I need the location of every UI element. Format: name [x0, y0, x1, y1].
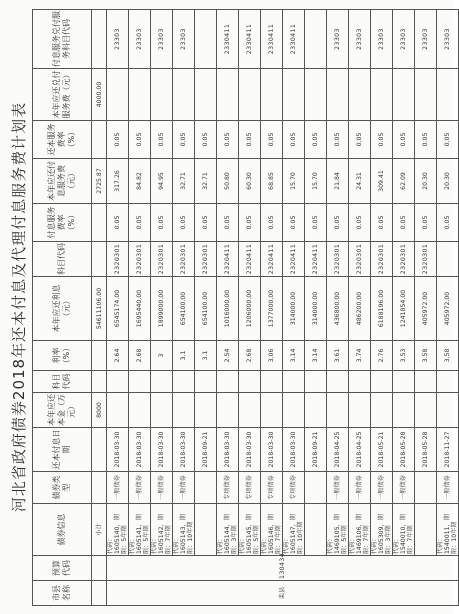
- interest-cell: 314000.00: [305, 277, 327, 341]
- repay-fee-cell: [371, 69, 393, 121]
- fee-payable-cell: 21.84: [327, 159, 349, 204]
- repay-fee-cell: [151, 69, 173, 121]
- repay-fee-rate-cell: 0.05: [195, 121, 217, 159]
- header-subject-code-2: 科目代码: [33, 242, 92, 277]
- bond-type-cell: [195, 472, 217, 504]
- subject-code-3-cell: 23303: [415, 10, 437, 69]
- principal-cell: [283, 393, 305, 428]
- subject-code-3-cell: 2330411: [217, 10, 239, 69]
- principal-cell: [239, 393, 261, 428]
- subject-code-2-cell: 2320411: [305, 242, 327, 277]
- table-row: [239, 10, 261, 606]
- subject-code-1-cell: [437, 371, 459, 393]
- bond-type-cell: 一般债券: [349, 472, 371, 504]
- header-repay-fee-rate: 还本服务费率（%）: [33, 121, 92, 159]
- subject-code-2-cell: 2320301: [349, 242, 371, 277]
- repay-date-cell: 2018-03-30: [107, 428, 129, 472]
- bond-info-cell: 代码：1605143，期限：10年期: [173, 504, 195, 556]
- fee-rate-cell: 0.05: [151, 204, 173, 242]
- subject-code-3-cell: 23303: [371, 10, 393, 69]
- repay-fee-rate-cell: 0.05: [415, 121, 437, 159]
- repay-date-cell: 2018-03-30: [283, 428, 305, 472]
- repay-date-cell: 2018-09-21: [195, 428, 217, 472]
- subtotal-code3-cell: [92, 10, 107, 69]
- page-title: 河北省政府债券2018年还本付息及代理付息服务费计划表: [10, 101, 28, 513]
- repay-fee-rate-cell: 0.05: [371, 121, 393, 159]
- rate-cell: 2.64: [107, 341, 129, 371]
- rate-cell: 3.74: [349, 341, 371, 371]
- principal-cell: [173, 393, 195, 428]
- fee-payable-cell: 15.70: [305, 159, 327, 204]
- fee-payable-cell: 32.71: [195, 159, 217, 204]
- repay-fee-cell: [173, 69, 195, 121]
- subject-code-2-cell: 2320411: [217, 242, 239, 277]
- rate-cell: 2.76: [371, 341, 393, 371]
- repay-date-cell: 2018-03-30: [129, 428, 151, 472]
- subject-code-2-cell: 2320301: [173, 242, 195, 277]
- header-principal: 本年应还本金（万元）: [33, 393, 92, 428]
- interest-cell: 1016000.00: [217, 277, 239, 341]
- rate-cell: 2.68: [239, 341, 261, 371]
- subject-code-1-cell: [415, 371, 437, 393]
- bond-info-cell: 代码：1540011，期限：10年期: [437, 504, 459, 556]
- header-bond-type: 债券类型: [33, 472, 92, 504]
- repay-date-cell: 2018-05-28: [415, 428, 437, 472]
- rate-cell: 3.06: [261, 341, 283, 371]
- interest-cell: 436800.00: [327, 277, 349, 341]
- interest-cell: 314000.00: [283, 277, 305, 341]
- subject-code-1-cell: [173, 371, 195, 393]
- repay-date-cell: 2018-11-27: [437, 428, 459, 472]
- principal-cell: [195, 393, 217, 428]
- repay-fee-cell: [393, 69, 415, 121]
- bond-info-cell: 代码：1605142，期限：7年期: [151, 504, 173, 556]
- bond-info-cell: 代码：1469106，期限：7年期: [349, 504, 371, 556]
- fee-payable-cell: 24.31: [349, 159, 371, 204]
- bond-type-cell: [305, 472, 327, 504]
- table-row: [305, 10, 327, 606]
- repay-fee-rate-cell: 0.05: [393, 121, 415, 159]
- bond-info-cell: 代码：1605146，期限：7年期: [261, 504, 283, 556]
- interest-cell: 486200.00: [349, 277, 371, 341]
- bond-type-cell: 一般债券: [437, 472, 459, 504]
- fee-payable-cell: 50.80: [217, 159, 239, 204]
- interest-cell: 654100.00: [195, 277, 217, 341]
- repay-date-cell: 2018-03-30: [261, 428, 283, 472]
- bond-info-cell: [305, 504, 327, 556]
- table-header-row: [33, 10, 92, 606]
- subject-code-2-cell: 2320301: [151, 242, 173, 277]
- fee-payable-cell: 317.26: [107, 159, 129, 204]
- bond-info-cell: 代码：1605309，期限：3年期: [371, 504, 393, 556]
- repay-fee-cell: [327, 69, 349, 121]
- bond-type-cell: 一般债券: [151, 472, 173, 504]
- subject-code-1-cell: [327, 371, 349, 393]
- fee-rate-cell: 0.05: [415, 204, 437, 242]
- repay-fee-rate-cell: 0.05: [437, 121, 459, 159]
- repay-fee-cell: [415, 69, 437, 121]
- subject-code-3-cell: [195, 10, 217, 69]
- repay-fee-rate-cell: 0.05: [151, 121, 173, 159]
- subject-code-2-cell: 2320411: [239, 242, 261, 277]
- header-interest: 本年应还利息（元）: [33, 277, 92, 341]
- subtotal-fee: 2725.87: [92, 159, 107, 204]
- subject-code-2-cell: [437, 242, 459, 277]
- subject-code-2-cell: 2320301: [371, 242, 393, 277]
- region-name-cell: 栾县: [107, 581, 459, 606]
- bond-type-cell: 专项债券: [239, 472, 261, 504]
- repay-fee-rate-cell: 0.05: [349, 121, 371, 159]
- subtotal-repayrate-cell: [92, 121, 107, 159]
- subtotal-date-cell: [92, 428, 107, 472]
- repay-fee-rate-cell: 0.05: [217, 121, 239, 159]
- interest-cell: 1695440.00: [129, 277, 151, 341]
- bond-type-cell: [415, 472, 437, 504]
- bond-type-cell: 一般债券: [173, 472, 195, 504]
- table-row: [393, 10, 415, 606]
- principal-cell: [305, 393, 327, 428]
- subtotal-feerate-cell: [92, 204, 107, 242]
- repay-fee-rate-cell: 0.05: [283, 121, 305, 159]
- subtotal-label: 小计: [92, 504, 107, 556]
- fee-rate-cell: 0.05: [129, 204, 151, 242]
- table-row: [151, 10, 173, 606]
- repay-fee-rate-cell: 0.05: [261, 121, 283, 159]
- subject-code-2-cell: 2320301: [107, 242, 129, 277]
- principal-cell: [415, 393, 437, 428]
- subtotal-code2-cell: [92, 242, 107, 277]
- repay-fee-cell: [217, 69, 239, 121]
- interest-cell: 405972.00: [437, 277, 459, 341]
- subtotal-principal: 8000: [92, 393, 107, 428]
- subject-code-3-cell: 23303: [437, 10, 459, 69]
- rate-cell: 3.1: [195, 341, 217, 371]
- bond-info-cell: 代码：1605144，期限：3年期: [217, 504, 239, 556]
- subject-code-1-cell: [239, 371, 261, 393]
- table-row: [283, 10, 305, 606]
- bond-info-cell: 代码：1605147，期限：10年期: [283, 504, 305, 556]
- subject-code-3-cell: [305, 10, 327, 69]
- fee-rate-cell: 0.05: [305, 204, 327, 242]
- subject-code-1-cell: [305, 371, 327, 393]
- rate-cell: 3.14: [283, 341, 305, 371]
- subject-code-1-cell: [195, 371, 217, 393]
- subject-code-1-cell: [107, 371, 129, 393]
- subject-code-3-cell: 23303: [349, 10, 371, 69]
- bond-info-cell: 代码：1605145，期限：5年期: [239, 504, 261, 556]
- repay-date-cell: 2018-03-30: [217, 428, 239, 472]
- fee-payable-cell: 62.09: [393, 159, 415, 204]
- table-row: [261, 10, 283, 606]
- bond-type-cell: 一般债券: [107, 472, 129, 504]
- subject-code-3-cell: 23303: [151, 10, 173, 69]
- header-fee-rate: 付息服务费率（%）: [33, 204, 92, 242]
- repay-fee-cell: [239, 69, 261, 121]
- principal-cell: [129, 393, 151, 428]
- repay-fee-rate-cell: 0.05: [305, 121, 327, 159]
- subtotal-type-cell: [92, 472, 107, 504]
- fee-rate-cell: 0.05: [107, 204, 129, 242]
- header-region-name: 市县名称: [33, 581, 92, 606]
- repay-date-cell: 2018-04-25: [327, 428, 349, 472]
- subject-code-1-cell: [371, 371, 393, 393]
- rate-cell: 3.61: [327, 341, 349, 371]
- rate-cell: 3.53: [393, 341, 415, 371]
- rate-cell: 3.58: [437, 341, 459, 371]
- subject-code-1-cell: [151, 371, 173, 393]
- repay-date-cell: 2018-05-21: [371, 428, 393, 472]
- fee-rate-cell: 0.05: [349, 204, 371, 242]
- bond-type-cell: 专项债券: [217, 472, 239, 504]
- bond-info-cell: 代码：1540010，期限：7年期: [393, 504, 415, 556]
- table-row: [173, 10, 195, 606]
- table-row: [129, 10, 151, 606]
- repayment-table: [32, 9, 459, 606]
- fee-payable-cell: 20.30: [437, 159, 459, 204]
- subject-code-2-cell: 2320301: [415, 242, 437, 277]
- subject-code-3-cell: 2330411: [261, 10, 283, 69]
- repay-fee-rate-cell: 0.05: [129, 121, 151, 159]
- repay-date-cell: 2018-05-28: [393, 428, 415, 472]
- fee-rate-cell: 0.05: [173, 204, 195, 242]
- table-row: [349, 10, 371, 606]
- fee-payable-cell: 68.85: [261, 159, 283, 204]
- fee-payable-cell: 84.82: [129, 159, 151, 204]
- fee-rate-cell: 0.05: [195, 204, 217, 242]
- bond-type-cell: 专项债券: [283, 472, 305, 504]
- fee-payable-cell: 20.30: [415, 159, 437, 204]
- repay-fee-cell: [283, 69, 305, 121]
- subject-code-2-cell: 2320301: [327, 242, 349, 277]
- fee-rate-cell: 0.05: [261, 204, 283, 242]
- principal-cell: [217, 393, 239, 428]
- bond-type-cell: 一般债券: [327, 472, 349, 504]
- table-row: [327, 10, 349, 606]
- principal-cell: [393, 393, 415, 428]
- subject-code-3-cell: 23303: [327, 10, 349, 69]
- repay-fee-cell: [349, 69, 371, 121]
- subject-code-1-cell: [217, 371, 239, 393]
- repay-date-cell: 2018-03-30: [151, 428, 173, 472]
- subject-code-2-cell: 2320301: [129, 242, 151, 277]
- subtotal-rate-cell: [92, 341, 107, 371]
- repay-fee-rate-cell: 0.05: [107, 121, 129, 159]
- interest-cell: 6545174.00: [107, 277, 129, 341]
- subject-code-3-cell: 23303: [129, 10, 151, 69]
- bond-type-cell: 专项债券: [261, 472, 283, 504]
- fee-payable-cell: 15.70: [283, 159, 305, 204]
- header-fee-payable: 本年应还付息服务费（元）: [33, 159, 92, 204]
- principal-cell: [327, 393, 349, 428]
- repay-fee-cell: [107, 69, 129, 121]
- subject-code-1-cell: [261, 371, 283, 393]
- interest-cell: 6188196.00: [371, 277, 393, 341]
- fee-rate-cell: 0.05: [239, 204, 261, 242]
- bond-info-cell: 代码：1605140，期限：5年期: [107, 504, 129, 556]
- fee-payable-cell: 309.41: [371, 159, 393, 204]
- subject-code-1-cell: [349, 371, 371, 393]
- rate-cell: 3.58: [415, 341, 437, 371]
- principal-cell: [107, 393, 129, 428]
- subject-code-3-cell: 23303: [173, 10, 195, 69]
- fee-payable-cell: 60.30: [239, 159, 261, 204]
- repay-fee-cell: [437, 69, 459, 121]
- fee-rate-cell: 0.05: [437, 204, 459, 242]
- interest-cell: 1206000.00: [239, 277, 261, 341]
- bond-type-cell: 一般债券: [129, 472, 151, 504]
- table-row: [195, 10, 217, 606]
- bond-type-cell: 一般债券: [371, 472, 393, 504]
- interest-cell: 1377000.00: [261, 277, 283, 341]
- principal-cell: [371, 393, 393, 428]
- repay-fee-rate-cell: 0.05: [239, 121, 261, 159]
- fee-payable-cell: 32.71: [173, 159, 195, 204]
- bond-info-cell: [415, 504, 437, 556]
- header-bond-info: 债券信息: [33, 504, 92, 556]
- subject-code-1-cell: [393, 371, 415, 393]
- table-row: [107, 10, 129, 606]
- table-row: [415, 10, 437, 606]
- subtotal-repay-fee: 4000.00: [92, 69, 107, 121]
- fee-rate-cell: 0.05: [393, 204, 415, 242]
- header-repay-fee: 本年应还兑付服务费（元）: [33, 69, 92, 121]
- rate-cell: 2.68: [129, 341, 151, 371]
- subject-code-3-cell: 23303: [107, 10, 129, 69]
- subject-code-1-cell: [129, 371, 151, 393]
- subject-code-2-cell: 2320301: [393, 242, 415, 277]
- interest-cell: 654100.00: [173, 277, 195, 341]
- repay-date-cell: 2018-03-30: [239, 428, 261, 472]
- subject-code-2-cell: 2320411: [283, 242, 305, 277]
- header-rate: 利率（%）: [33, 341, 92, 371]
- bond-info-cell: 代码：1469105，期限：5年期: [327, 504, 349, 556]
- rate-cell: 3.1: [173, 341, 195, 371]
- header-subject-code-3: 付息服务兑付服务科目代码: [33, 10, 92, 69]
- repay-date-cell: 2018-03-30: [173, 428, 195, 472]
- subject-code-1-cell: [283, 371, 305, 393]
- repay-fee-cell: [195, 69, 217, 121]
- subject-code-3-cell: 2330411: [239, 10, 261, 69]
- bond-type-cell: 一般债券: [393, 472, 415, 504]
- principal-cell: [437, 393, 459, 428]
- subject-code-3-cell: 2330411: [283, 10, 305, 69]
- repay-fee-rate-cell: 0.05: [327, 121, 349, 159]
- subject-code-2-cell: 2320411: [261, 242, 283, 277]
- repay-fee-cell: [129, 69, 151, 121]
- rate-cell: 2.54: [217, 341, 239, 371]
- repay-fee-rate-cell: 0.05: [173, 121, 195, 159]
- subtotal-code-cell: [92, 556, 107, 581]
- principal-cell: [151, 393, 173, 428]
- header-repay-date: 还本付息日期: [33, 428, 92, 472]
- rate-cell: 3.14: [305, 341, 327, 371]
- subtotal-row: [92, 10, 107, 606]
- fee-payable-cell: 94.95: [151, 159, 173, 204]
- principal-cell: [261, 393, 283, 428]
- table-row: [217, 10, 239, 606]
- header-budget-code: 预算代码: [33, 556, 92, 581]
- table-row: [371, 10, 393, 606]
- fee-rate-cell: 0.05: [283, 204, 305, 242]
- bond-info-cell: 代码：1605141，期限：5年期: [129, 504, 151, 556]
- budget-code-cell: 130434: [107, 556, 459, 581]
- rate-cell: 3: [151, 341, 173, 371]
- principal-cell: [349, 393, 371, 428]
- subject-code-3-cell: 23303: [393, 10, 415, 69]
- subtotal-interest: 54611106.00: [92, 277, 107, 341]
- subject-code-2-cell: 2320301: [195, 242, 217, 277]
- repay-date-cell: 2018-04-25: [349, 428, 371, 472]
- fee-rate-cell: 0.05: [327, 204, 349, 242]
- header-subject-code-1: 科目代码: [33, 371, 92, 393]
- fee-rate-cell: 0.05: [217, 204, 239, 242]
- subtotal-region-cell: [92, 581, 107, 606]
- repay-date-cell: 2018-09-21: [305, 428, 327, 472]
- subtotal-subject-cell: [92, 371, 107, 393]
- bond-info-cell: [195, 504, 217, 556]
- table-row: [437, 10, 459, 606]
- repay-fee-cell: [261, 69, 283, 121]
- repay-fee-cell: [305, 69, 327, 121]
- interest-cell: 1241854.00: [393, 277, 415, 341]
- interest-cell: 1899000.00: [151, 277, 173, 341]
- interest-cell: 405972.00: [415, 277, 437, 341]
- fee-rate-cell: 0.05: [371, 204, 393, 242]
